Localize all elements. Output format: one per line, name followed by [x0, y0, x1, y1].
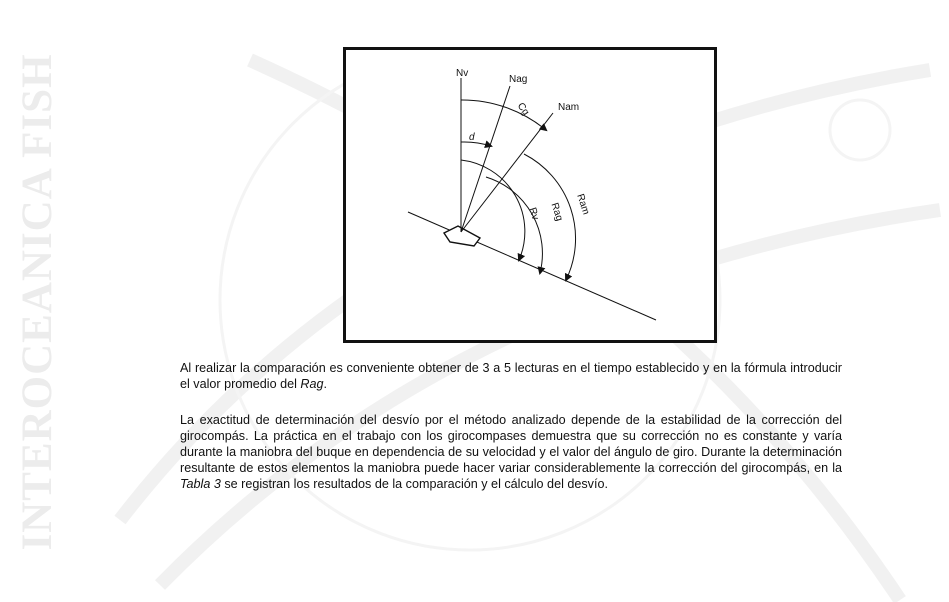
paragraph-comparison	[180, 360, 842, 392]
paragraph-comparison-text: Al realizar la comparación es conveniente obtener de 3 a 5 lecturas en el tiempo establecido y en la fórmula introducir el valor promedio del	[180, 361, 842, 391]
paragraph-comparison-end: .	[323, 377, 328, 391]
arc-d	[461, 142, 491, 146]
paragraph-accuracy-text: La exactitud de determinación del desvío por el método analizado depende de la estabilidad de la corrección del girocompás. La práctica en el trabajo con los girocompases demuestra que su corrección no es constante y varía durante la maniobra del buque en dependencia de su velocidad y el valor del ángulo de giro. Durante la determinación resultante de estos elementos la maniobra puede hacer variar considerablemente la corrección del girocompás, en la	[180, 413, 842, 475]
label-nam: Nam	[558, 102, 580, 113]
watermark-text: INTEROCEANICA FISH	[14, 53, 61, 551]
label-rag: Rag	[548, 201, 565, 223]
paragraph-accuracy-table-ref: Tabla 3	[180, 477, 221, 491]
deviation-diagram	[343, 47, 717, 343]
label-nag: Nag	[509, 74, 528, 85]
diagram-svg	[346, 50, 714, 340]
label-nv: Nv	[456, 68, 469, 79]
keel-line	[408, 212, 656, 320]
label-cg: Cg	[514, 100, 532, 118]
label-d: d	[469, 132, 475, 143]
label-ram: Ram	[574, 192, 592, 217]
paragraph-accuracy-end: se registran los resultados de la comparación y el cálculo del desvío.	[220, 477, 608, 491]
label-rv: Rv	[526, 206, 541, 222]
gyro-north-line	[461, 86, 510, 232]
paragraph-comparison-term: Rag	[300, 377, 324, 391]
paragraph-accuracy	[180, 412, 842, 492]
